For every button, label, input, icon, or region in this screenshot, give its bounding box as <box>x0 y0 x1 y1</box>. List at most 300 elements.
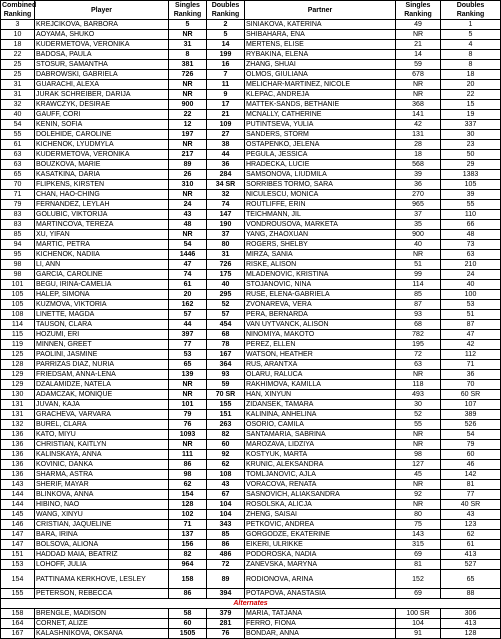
player-singles-cell: 381 <box>169 60 207 70</box>
partner-name-cell: MCNALLY, CATHERINE <box>245 110 396 120</box>
combined-ranking-cell: 119 <box>1 340 35 350</box>
player-doubles-cell: 16 <box>207 60 245 70</box>
partner-singles-cell: 63 <box>396 360 441 370</box>
partner-name-cell: ZVONAREVA, VERA <box>245 300 396 310</box>
header-partner-doubles-ranking: Doubles Ranking <box>441 1 501 20</box>
partner-name-cell: BONDAR, ANNA <box>245 629 396 639</box>
partner-name-cell: RISKE, ALISON <box>245 260 396 270</box>
player-name-cell: DABROWSKI, GABRIELA <box>35 70 169 80</box>
partner-name-cell: MLADENOVIC, KRISTINA <box>245 270 396 280</box>
partner-singles-cell: 59 <box>396 60 441 70</box>
combined-ranking-cell: 32 <box>1 100 35 110</box>
partner-singles-cell: 493 <box>396 390 441 400</box>
combined-ranking-cell: 22 <box>1 50 35 60</box>
player-singles-cell: 158 <box>169 570 207 589</box>
partner-doubles-cell: 389 <box>441 410 501 420</box>
player-singles-cell: 12 <box>169 120 207 130</box>
table-row <box>1 230 501 240</box>
player-doubles-cell: 36 <box>207 160 245 170</box>
player-name-cell: BOLSOVA, ALIONA <box>35 540 169 550</box>
player-name-cell: TAUSON, CLARA <box>35 320 169 330</box>
player-doubles-cell: 59 <box>207 380 245 390</box>
table-row <box>1 200 501 210</box>
player-doubles-cell: 78 <box>207 340 245 350</box>
partner-name-cell: VONDROUSOVA, MARKETA <box>245 220 396 230</box>
combined-ranking-cell: 136 <box>1 470 35 480</box>
table-row <box>1 100 501 110</box>
player-doubles-cell: 295 <box>207 290 245 300</box>
player-doubles-cell: 379 <box>207 609 245 619</box>
partner-singles-cell: 30 <box>396 400 441 410</box>
player-singles-cell: 726 <box>169 70 207 80</box>
player-name-cell: GUARACHI, ALEXA <box>35 80 169 90</box>
player-name-cell: DOLEHIDE, CAROLINE <box>35 130 169 140</box>
player-name-cell: MARTINCOVA, TEREZA <box>35 220 169 230</box>
combined-ranking-cell: 101 <box>1 280 35 290</box>
partner-doubles-cell: 107 <box>441 400 501 410</box>
player-singles-cell: 57 <box>169 310 207 320</box>
combined-ranking-cell: 147 <box>1 530 35 540</box>
partner-singles-cell: 270 <box>396 190 441 200</box>
player-name-cell: STOSUR, SAMANTHA <box>35 60 169 70</box>
partner-name-cell: PEREZ, ELLEN <box>245 340 396 350</box>
partner-name-cell: KLEPAC, ANDREJA <box>245 90 396 100</box>
player-name-cell: FLIPKENS, KIRSTEN <box>35 180 169 190</box>
player-singles-cell: 1446 <box>169 250 207 260</box>
player-name-cell: HALEP, SIMONA <box>35 290 169 300</box>
player-name-cell: KUDERMETOVA, VERONIKA <box>35 150 169 160</box>
player-name-cell: CRISTIAN, JAQUELINE <box>35 520 169 530</box>
player-doubles-cell: 27 <box>207 130 245 140</box>
header-player: Player <box>35 1 169 20</box>
combined-ranking-cell: 164 <box>1 619 35 629</box>
partner-singles-cell: 45 <box>396 470 441 480</box>
player-name-cell: ADAMCZAK, MONIQUE <box>35 390 169 400</box>
partner-doubles-cell: 81 <box>441 480 501 490</box>
player-doubles-cell: 17 <box>207 100 245 110</box>
partner-singles-cell: 14 <box>396 50 441 60</box>
combined-ranking-cell: 85 <box>1 230 35 240</box>
player-doubles-cell: 155 <box>207 400 245 410</box>
partner-singles-cell: 51 <box>396 260 441 270</box>
combined-ranking-cell: 25 <box>1 70 35 80</box>
partner-singles-cell: NR <box>396 250 441 260</box>
partner-name-cell: POTAPOVA, ANASTASIA <box>245 589 396 599</box>
player-singles-cell: NR <box>169 30 207 40</box>
partner-name-cell: MIRZA, SANIA <box>245 250 396 260</box>
partner-singles-cell: 68 <box>396 320 441 330</box>
partner-doubles-cell: 88 <box>441 589 501 599</box>
partner-doubles-cell: 46 <box>441 460 501 470</box>
combined-ranking-cell: 63 <box>1 150 35 160</box>
table-row <box>1 370 501 380</box>
player-singles-cell: 58 <box>169 609 207 619</box>
table-row <box>1 629 501 639</box>
header-partner: Partner <box>245 1 396 20</box>
player-name-cell: HIBINO, NAO <box>35 500 169 510</box>
player-doubles-cell: 34 SR <box>207 180 245 190</box>
player-singles-cell: 47 <box>169 260 207 270</box>
partner-singles-cell: 81 <box>396 560 441 570</box>
player-name-cell: KUZMOVA, VIKTORIA <box>35 300 169 310</box>
partner-doubles-cell: 60 <box>441 450 501 460</box>
partner-doubles-cell: 36 <box>441 370 501 380</box>
player-doubles-cell: 92 <box>207 450 245 460</box>
partner-singles-cell: 87 <box>396 300 441 310</box>
partner-singles-cell: NR <box>396 90 441 100</box>
partner-singles-cell: 92 <box>396 490 441 500</box>
player-name-cell: GARCIA, CAROLINE <box>35 270 169 280</box>
player-singles-cell: 900 <box>169 100 207 110</box>
player-singles-cell: 102 <box>169 510 207 520</box>
player-name-cell: LI, ANN <box>35 260 169 270</box>
header-partner-singles-ranking: Singles Ranking <box>396 1 441 20</box>
player-name-cell: GOLUBIC, VIKTORIJA <box>35 210 169 220</box>
player-name-cell: BARA, IRINA <box>35 530 169 540</box>
partner-doubles-cell: 77 <box>441 490 501 500</box>
player-singles-cell: NR <box>169 440 207 450</box>
partner-doubles-cell: 50 <box>441 150 501 160</box>
combined-ranking-cell: 31 <box>1 90 35 100</box>
partner-doubles-cell: 210 <box>441 260 501 270</box>
partner-name-cell: OLARU, RALUCA <box>245 370 396 380</box>
partner-singles-cell: 52 <box>396 410 441 420</box>
partner-name-cell: RYBAKINA, ELENA <box>245 50 396 60</box>
table-row <box>1 280 501 290</box>
table-row <box>1 430 501 440</box>
partner-doubles-cell: 105 <box>441 180 501 190</box>
combined-ranking-cell: 65 <box>1 170 35 180</box>
player-doubles-cell: 74 <box>207 200 245 210</box>
player-name-cell: PETERSON, REBECCA <box>35 589 169 599</box>
partner-name-cell: SHIBAHARA, ENA <box>245 30 396 40</box>
table-row <box>1 250 501 260</box>
combined-ranking-cell: 94 <box>1 240 35 250</box>
partner-singles-cell: 21 <box>396 40 441 50</box>
player-doubles-cell: 40 <box>207 280 245 290</box>
header-combined-ranking: Combined Ranking <box>2 2 37 18</box>
player-doubles-cell: 11 <box>207 80 245 90</box>
combined-ranking-cell: 83 <box>1 220 35 230</box>
table-row <box>1 510 501 520</box>
partner-doubles-cell: 55 <box>441 200 501 210</box>
player-doubles-cell: 82 <box>207 430 245 440</box>
combined-ranking-cell: 129 <box>1 380 35 390</box>
player-doubles-cell: 151 <box>207 410 245 420</box>
player-singles-cell: 24 <box>169 200 207 210</box>
player-doubles-cell: 726 <box>207 260 245 270</box>
player-singles-cell: 61 <box>169 280 207 290</box>
player-doubles-cell: 263 <box>207 420 245 430</box>
table-row <box>1 70 501 80</box>
player-singles-cell: 101 <box>169 400 207 410</box>
player-singles-cell: 77 <box>169 340 207 350</box>
partner-doubles-cell: 40 <box>441 280 501 290</box>
partner-name-cell: FERRO, FIONA <box>245 619 396 629</box>
partner-doubles-cell: 48 <box>441 230 501 240</box>
player-singles-cell: 8 <box>169 50 207 60</box>
player-doubles-cell: 199 <box>207 50 245 60</box>
player-singles-cell: 154 <box>169 490 207 500</box>
player-doubles-cell: 60 <box>207 440 245 450</box>
partner-doubles-cell: 61 <box>441 540 501 550</box>
partner-doubles-cell: 20 <box>441 80 501 90</box>
player-singles-cell: 54 <box>169 240 207 250</box>
combined-ranking-cell: 145 <box>1 510 35 520</box>
table-row <box>1 440 501 450</box>
player-name-cell: BUREL, CLARA <box>35 420 169 430</box>
player-name-cell: JUVAN, KAJA <box>35 400 169 410</box>
player-singles-cell: 1093 <box>169 430 207 440</box>
partner-doubles-cell: 87 <box>441 320 501 330</box>
player-name-cell: SHERIF, MAYAR <box>35 480 169 490</box>
partner-name-cell: KALININA, ANHELINA <box>245 410 396 420</box>
combined-ranking-cell: 95 <box>1 250 35 260</box>
combined-ranking-cell: 115 <box>1 330 35 340</box>
partner-singles-cell: 69 <box>396 589 441 599</box>
player-doubles-cell: 43 <box>207 480 245 490</box>
player-doubles-cell: 281 <box>207 619 245 629</box>
partner-name-cell: SAMSONOVA, LIUDMILA <box>245 170 396 180</box>
player-name-cell: LINETTE, MAGDA <box>35 310 169 320</box>
player-singles-cell: 1505 <box>169 629 207 639</box>
table-row <box>1 320 501 330</box>
combined-ranking-cell: 151 <box>1 550 35 560</box>
player-name-cell: KALASHNIKOVA, OKSANA <box>35 629 169 639</box>
table-row <box>1 619 501 629</box>
partner-name-cell: VAN UYTVANCK, ALISON <box>245 320 396 330</box>
player-name-cell: BEGU, IRINA-CAMELIA <box>35 280 169 290</box>
partner-doubles-cell: 60 SR <box>441 390 501 400</box>
partner-name-cell: ZIDANSEK, TAMARA <box>245 400 396 410</box>
player-singles-cell: 82 <box>169 550 207 560</box>
player-name-cell: PATTINAMA KERKHOVE, LESLEY <box>35 570 169 589</box>
player-singles-cell: 139 <box>169 370 207 380</box>
partner-name-cell: OSTAPENKO, JELENA <box>245 140 396 150</box>
partner-name-cell: MERTENS, ELISE <box>245 40 396 50</box>
player-name-cell: CHRISTIAN, KAITLYN <box>35 440 169 450</box>
partner-singles-cell: 152 <box>396 570 441 589</box>
player-singles-cell: NR <box>169 140 207 150</box>
partner-doubles-cell: 71 <box>441 360 501 370</box>
player-name-cell: CHAN, HAO-CHING <box>35 190 169 200</box>
partner-name-cell: RUSE, ELENA-GABRIELA <box>245 290 396 300</box>
combined-ranking-cell: 125 <box>1 350 35 360</box>
partner-doubles-cell: 5 <box>441 30 501 40</box>
partner-name-cell: NICULESCU, MONICA <box>245 190 396 200</box>
combined-ranking-cell: 3 <box>1 20 35 30</box>
player-singles-cell: 65 <box>169 360 207 370</box>
partner-doubles-cell: 54 <box>441 430 501 440</box>
player-singles-cell: 964 <box>169 560 207 570</box>
combined-ranking-cell: 143 <box>1 480 35 490</box>
combined-ranking-cell: 144 <box>1 490 35 500</box>
player-doubles-cell: 68 <box>207 330 245 340</box>
player-singles-cell: 89 <box>169 160 207 170</box>
combined-ranking-cell: 18 <box>1 40 35 50</box>
player-singles-cell: 111 <box>169 450 207 460</box>
player-singles-cell: 74 <box>169 270 207 280</box>
partner-doubles-cell: 47 <box>441 330 501 340</box>
player-name-cell: AOYAMA, SHUKO <box>35 30 169 40</box>
player-name-cell: PAOLINI, JASMINE <box>35 350 169 360</box>
partner-singles-cell: 143 <box>396 530 441 540</box>
player-doubles-cell: 57 <box>207 310 245 320</box>
partner-singles-cell: 900 <box>396 230 441 240</box>
player-doubles-cell: 70 SR <box>207 390 245 400</box>
partner-doubles-cell: 39 <box>441 190 501 200</box>
partner-singles-cell: 104 <box>396 619 441 629</box>
player-singles-cell: 217 <box>169 150 207 160</box>
combined-ranking-cell: 153 <box>1 560 35 570</box>
combined-ranking-cell: 167 <box>1 629 35 639</box>
partner-doubles-cell: 123 <box>441 520 501 530</box>
partner-singles-cell: NR <box>396 430 441 440</box>
partner-doubles-cell: 79 <box>441 440 501 450</box>
player-singles-cell: 71 <box>169 520 207 530</box>
player-doubles-cell: 80 <box>207 240 245 250</box>
player-singles-cell: 26 <box>169 170 207 180</box>
player-doubles-cell: 5 <box>207 30 245 40</box>
table-row <box>1 450 501 460</box>
table-row <box>1 170 501 180</box>
table-row <box>1 290 501 300</box>
partner-doubles-cell: 73 <box>441 240 501 250</box>
player-doubles-cell: 72 <box>207 560 245 570</box>
partner-name-cell: GORGODZE, EKATERINE <box>245 530 396 540</box>
player-singles-cell: 20 <box>169 290 207 300</box>
player-name-cell: KUDERMETOVA, VERONIKA <box>35 40 169 50</box>
player-name-cell: GRACHEVA, VARVARA <box>35 410 169 420</box>
combined-ranking-cell: 136 <box>1 450 35 460</box>
player-doubles-cell: 454 <box>207 320 245 330</box>
player-name-cell: KICHENOK, LYUDMYLA <box>35 140 169 150</box>
partner-singles-cell: 99 <box>396 270 441 280</box>
partner-singles-cell: 98 <box>396 450 441 460</box>
combined-ranking-cell: 114 <box>1 320 35 330</box>
player-singles-cell: NR <box>169 90 207 100</box>
partner-name-cell: PUTINTSEVA, YULIA <box>245 120 396 130</box>
partner-doubles-cell: 42 <box>441 340 501 350</box>
table-row <box>1 390 501 400</box>
partner-name-cell: MAROZAVA, LIDZIYA <box>245 440 396 450</box>
table-row <box>1 330 501 340</box>
partner-name-cell: PERA, BERNARDA <box>245 310 396 320</box>
alternates-separator-row <box>1 599 501 609</box>
table-row <box>1 350 501 360</box>
player-name-cell: KICHENOK, NADIIA <box>35 250 169 260</box>
table-header <box>1 1 501 20</box>
partner-name-cell: MELICHAR-MARTINEZ, NICOLE <box>245 80 396 90</box>
table-row <box>1 190 501 200</box>
player-name-cell: HADDAD MAIA, BEATRIZ <box>35 550 169 560</box>
alternates-label: Alternates <box>1 599 501 609</box>
header-row <box>1 1 501 20</box>
partner-doubles-cell: 66 <box>441 220 501 230</box>
player-name-cell: KALINSKAYA, ANNA <box>35 450 169 460</box>
combined-ranking-cell: 147 <box>1 540 35 550</box>
player-doubles-cell: 147 <box>207 210 245 220</box>
combined-ranking-cell: 71 <box>1 190 35 200</box>
combined-ranking-cell: 136 <box>1 460 35 470</box>
partner-singles-cell: 195 <box>396 340 441 350</box>
partner-singles-cell: 80 <box>396 510 441 520</box>
partner-singles-cell: 55 <box>396 420 441 430</box>
player-doubles-cell: 9 <box>207 90 245 100</box>
partner-singles-cell: 965 <box>396 200 441 210</box>
partner-name-cell: HRADECKA, LUCIE <box>245 160 396 170</box>
partner-singles-cell: 37 <box>396 210 441 220</box>
table-row <box>1 60 501 70</box>
combined-ranking-cell: 136 <box>1 430 35 440</box>
player-singles-cell: 43 <box>169 210 207 220</box>
player-singles-cell: NR <box>169 390 207 400</box>
combined-ranking-cell: 136 <box>1 440 35 450</box>
player-doubles-cell: 364 <box>207 360 245 370</box>
table-row <box>1 50 501 60</box>
partner-doubles-cell: 15 <box>441 100 501 110</box>
partner-singles-cell: 315 <box>396 540 441 550</box>
table-row <box>1 380 501 390</box>
table-row <box>1 150 501 160</box>
player-name-cell: FERNANDEZ, LEYLAH <box>35 200 169 210</box>
partner-singles-cell: 678 <box>396 70 441 80</box>
partner-singles-cell: 85 <box>396 290 441 300</box>
partner-singles-cell: 114 <box>396 280 441 290</box>
table-body <box>1 20 501 639</box>
partner-name-cell: TEICHMANN, JIL <box>245 210 396 220</box>
partner-singles-cell: NR <box>396 30 441 40</box>
table-row <box>1 410 501 420</box>
partner-singles-cell: 35 <box>396 220 441 230</box>
partner-name-cell: SANDERS, STORM <box>245 130 396 140</box>
partner-name-cell: TOMLJANOVIC, AJLA <box>245 470 396 480</box>
partner-name-cell: ZANEVSKA, MARYNA <box>245 560 396 570</box>
combined-ranking-cell: 130 <box>1 390 35 400</box>
partner-doubles-cell: 22 <box>441 90 501 100</box>
player-doubles-cell: 343 <box>207 520 245 530</box>
player-name-cell: SHARMA, ASTRA <box>35 470 169 480</box>
partner-doubles-cell: 142 <box>441 470 501 480</box>
player-singles-cell: 48 <box>169 220 207 230</box>
combined-ranking-cell: 63 <box>1 160 35 170</box>
partner-singles-cell: NR <box>396 480 441 490</box>
player-name-cell: KREJCIKOVA, BARBORA <box>35 20 169 30</box>
partner-name-cell: SANTAMARIA, SABRINA <box>245 430 396 440</box>
player-doubles-cell: 2 <box>207 20 245 30</box>
partner-name-cell: SASNOVICH, ALIAKSANDRA <box>245 490 396 500</box>
partner-doubles-cell: 527 <box>441 560 501 570</box>
table-row <box>1 30 501 40</box>
partner-singles-cell: 18 <box>396 150 441 160</box>
table-row <box>1 210 501 220</box>
partner-name-cell: PEGULA, JESSICA <box>245 150 396 160</box>
partner-doubles-cell: 110 <box>441 210 501 220</box>
table-row <box>1 500 501 510</box>
player-singles-cell: 86 <box>169 589 207 599</box>
partner-singles-cell: 75 <box>396 520 441 530</box>
player-name-cell: CORNET, ALIZE <box>35 619 169 629</box>
table-row <box>1 220 501 230</box>
partner-singles-cell: 39 <box>396 170 441 180</box>
player-singles-cell: 31 <box>169 40 207 50</box>
player-name-cell: BLINKOVA, ANNA <box>35 490 169 500</box>
player-doubles-cell: 31 <box>207 250 245 260</box>
combined-ranking-cell: 158 <box>1 609 35 619</box>
partner-singles-cell: 40 <box>396 240 441 250</box>
partner-singles-cell: 91 <box>396 629 441 639</box>
partner-doubles-cell: 18 <box>441 70 501 80</box>
